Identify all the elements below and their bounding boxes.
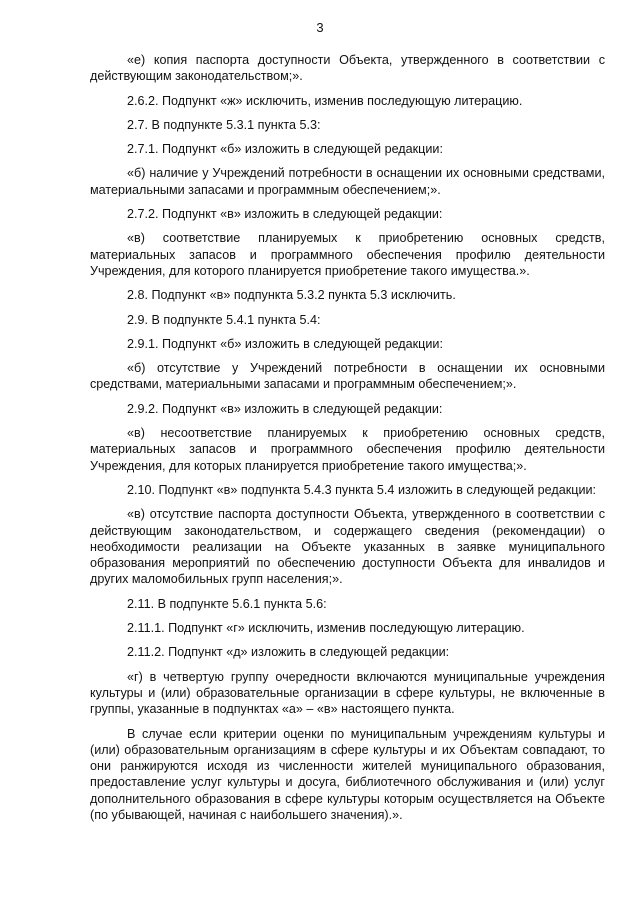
paragraph-11: «б) отсутствие у Учреждений потребности в оснащении их основными средствами, материальными запасами и программным обеспечением;». — [90, 361, 605, 392]
paragraph-18: 2.11.2. Подпункт «д» изложить в следующей редакции: — [127, 645, 450, 660]
paragraph-7: «в) соответствие планируемых к приобретению основных средств, материальных запасов и программного обеспечения профилю деятельности Учреждения, для которого планируется приобретение такого имущества.». — [90, 231, 605, 278]
paragraph-10: 2.9.1. Подпункт «б» изложить в следующей редакции: — [127, 336, 443, 351]
paragraph-4: 2.7.1. Подпункт «б» изложить в следующей редакции: — [127, 142, 443, 157]
paragraph-17: 2.11.1. Подпункт «г» исключить, изменив последующую литерацию. — [127, 621, 525, 636]
document-body — [90, 52, 605, 823]
paragraph-12: 2.9.2. Подпункт «в» изложить в следующей редакции: — [127, 401, 443, 416]
paragraph-3: 2.7. В подпункте 5.3.1 пункта 5.3: — [127, 117, 321, 132]
paragraph-16: 2.11. В подпункте 5.6.1 пункта 5.6: — [127, 596, 327, 611]
paragraph-20: В случае если критерии оценки по муниципальным учреждениям культуры и (или) образовательным организациям в сфере культуры и их Объектам совпадают, то они ранжируются исходя из численности жителей муниципального образования, предоставление услуг культуры и досуга, библиотечного обслуживания и (или) услуг дополнительного образования в сфере культуры которым осуществляется на Объекте (по убывающей, начиная с наибольшего значения).». — [90, 726, 605, 822]
paragraph-14: 2.10. Подпункт «в» подпункта 5.4.3 пункта 5.4 изложить в следующей редакции: — [127, 482, 597, 497]
paragraph-19: «г) в четвертую группу очередности включаются муниципальные учреждения культуры и (или) образовательные организации в сфере культуры, не включенные в группы, указанные в подпунктах «а» – «в» настоящего пункта. — [90, 669, 605, 717]
paragraph-2: 2.6.2. Подпункт «ж» исключить, изменив последующую литерацию. — [127, 93, 523, 108]
paragraph-9: 2.9. В подпункте 5.4.1 пункта 5.4: — [127, 312, 321, 327]
paragraph-6: 2.7.2. Подпункт «в» изложить в следующей редакции: — [127, 207, 443, 222]
paragraph-8: 2.8. Подпункт «в» подпункта 5.3.2 пункта 5.3 исключить. — [127, 288, 456, 303]
page-number: 3 — [316, 20, 324, 35]
paragraph-5: «б) наличие у Учреждений потребности в оснащении их основными средствами, материальными запасами и программным обеспечением;». — [90, 166, 605, 197]
paragraph-1: «е) копия паспорта доступности Объекта, утвержденного в соответствии с действующим законодательством;». — [90, 53, 605, 84]
paragraph-13: «в) несоответствие планируемых к приобретению основных средств, материальных запасов и программного обеспечения профилю деятельности Учреждения, для которых планируется приобретение такого имущества;». — [90, 426, 605, 473]
paragraph-15: «в) отсутствие паспорта доступности Объекта, утвержденного в соответствии с действующим законодательством, и содержащего сведения (рекомендации) о необходимости реализации на Объекте указанных в заявке муниципального образования мероприятий по обеспечению доступности Объекта для инвалидов и других маломобильных групп населения;». — [90, 507, 605, 587]
